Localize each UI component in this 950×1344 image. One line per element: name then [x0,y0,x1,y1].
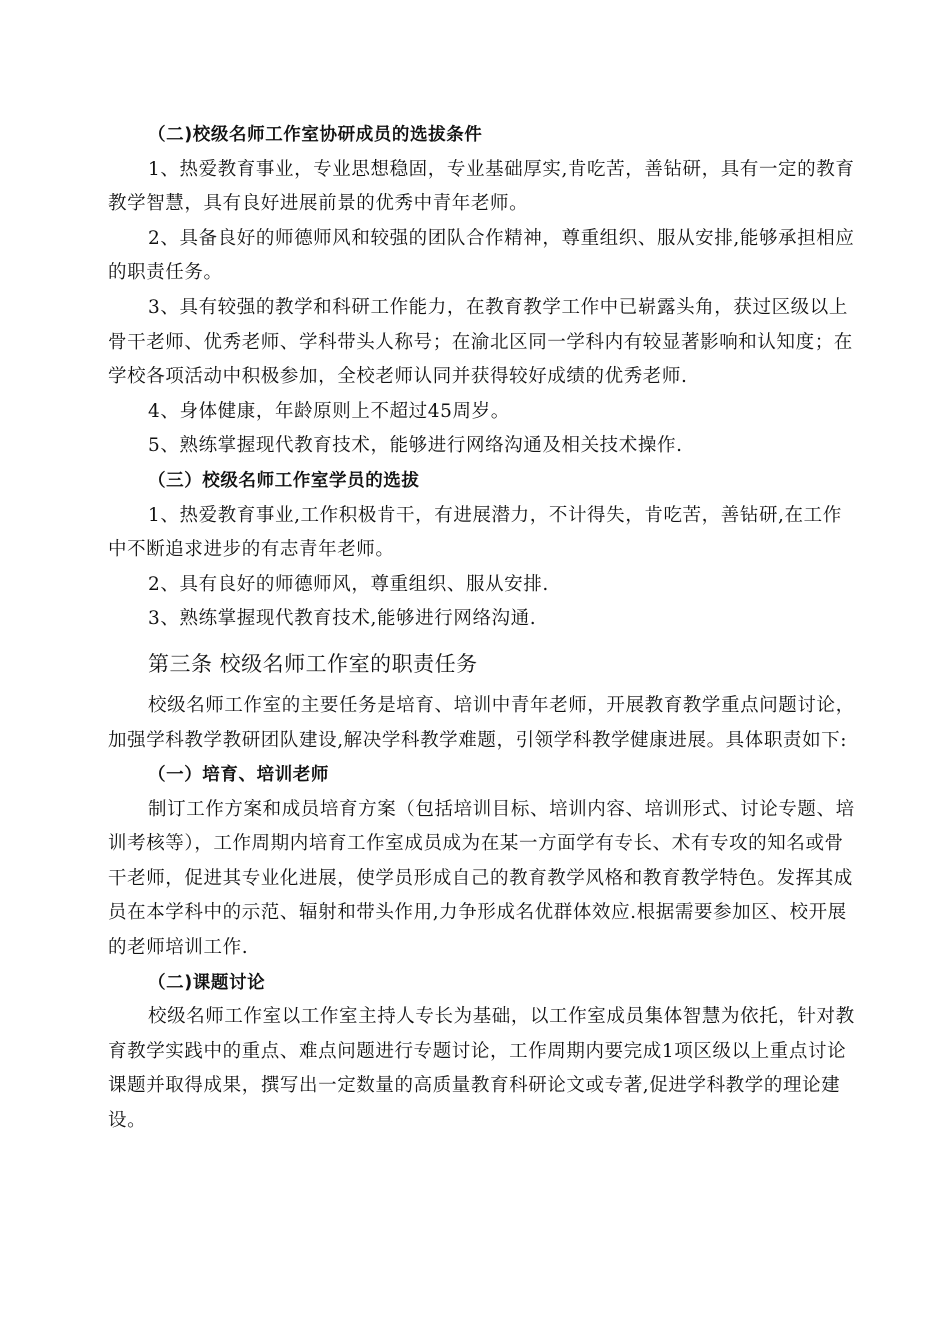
paragraph-line: 2、具有良好的师德师风，尊重组织、服从安排. [148,573,549,595]
section-heading-collaborators: （二)校级名师工作室协研成员的选拔条件 [148,125,483,145]
paragraph-line: 干老师，促进其专业化进展，使学员形成自己的教育教学风格和教育教学特色。发挥其成 [108,867,853,889]
paragraph-line: 3、熟练掌握现代教育技术,能够进行网络沟通. [148,608,537,630]
paragraph-line: 的老师培训工作. [108,937,249,959]
paragraph-line: 员在本学科中的示范、辐射和带头作用,力争形成名优群体效应.根据需要参加区、校开展 [108,902,847,924]
paragraph-line: 2、具备良好的师德师风和较强的团队合作精神，尊重组织、服从安排,能够承担相应 [148,227,855,249]
paragraph-line: 1、热爱教育事业,工作积极肯干，有进展潜力，不计得失，肯吃苦，善钻研,在工作 [148,504,842,526]
paragraph-line: 制订工作方案和成员培育方案（包括培训目标、培训内容、培训形式、讨论专题、培 [148,798,855,820]
paragraph-line: 校级名师工作室的主要任务是培育、培训中青年老师，开展教育教学重点问题讨论， [148,694,855,716]
section-heading-trainees: （三）校级名师工作室学员的选拔 [148,470,420,491]
subsection-heading-training: （一）培育、培训老师 [148,765,329,786]
paragraph-line: 4、身体健康，年龄原则上不超过45周岁。 [148,400,510,422]
paragraph-line: 的职责任务。 [108,262,223,284]
paragraph-line: 1、热爱教育事业，专业思想稳固，专业基础厚实,肯吃苦，善钻研，具有一定的教育 [148,158,855,180]
subsection-heading-research: （二)课题讨论 [148,972,266,993]
paragraph-line: 5、熟练掌握现代教育技术，能够进行网络沟通及相关技术操作. [148,435,683,457]
paragraph-line: 课题并取得成果，撰写出一定数量的高质量教育科研论文或专著,促进学科教学的理论建 [108,1075,841,1097]
paragraph-line: 学校各项活动中积极参加，全校老师认同并获得较好成绩的优秀老师. [108,366,688,388]
paragraph-line: 校级名师工作室以工作室主持人专长为基础，以工作室成员集体智慧为依托，针对教 [148,1006,855,1028]
paragraph-line: 教学智慧，具有良好进展前景的优秀中青年老师。 [108,193,529,215]
document-page [108,118,856,1139]
paragraph-line: 3、具有较强的教学和科研工作能力，在教育教学工作中已崭露头角，获过区级以上 [148,296,848,318]
paragraph-line: 加强学科教学教研团队建设,解决学科教学难题，引领学科教学健康进展。具体职责如下: [108,729,848,751]
paragraph-line: 骨干老师、优秀老师、学科带头人称号；在渝北区同一学科内有较显著影响和认知度；在 [108,331,853,353]
paragraph-line: 育教学实践中的重点、难点问题进行专题讨论，工作周期内要完成1项区级以上重点讨论 [108,1040,847,1062]
paragraph-line: 训考核等），工作周期内培育工作室成员成为在某一方面学有专长、术有专攻的知名或骨 [108,833,844,855]
paragraph-line: 中不断追求进步的有志青年老师。 [108,539,395,561]
paragraph-line: 设。 [108,1110,147,1132]
article-heading: 第三条 校级名师工作室的职责任务 [148,651,478,676]
